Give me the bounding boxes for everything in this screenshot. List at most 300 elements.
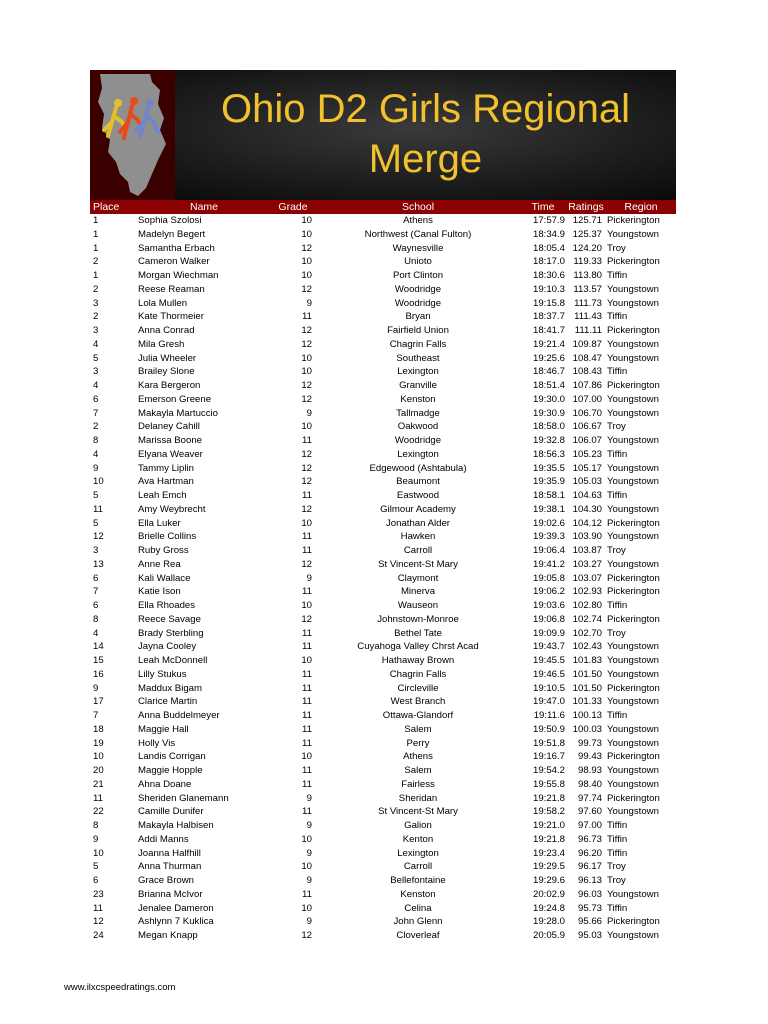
- school-cell: Beaumont: [396, 476, 440, 488]
- grade-cell: 12: [301, 325, 312, 336]
- school-cell: Salem: [404, 723, 432, 735]
- name-cell: Maggie Hopple: [138, 765, 203, 776]
- header-ratings: Ratings: [568, 201, 604, 213]
- region-cell: Youngstown: [607, 888, 659, 900]
- grade-cell: 9: [306, 847, 312, 859]
- rating-cell: 101.50: [572, 668, 602, 680]
- school-cell: Athens: [403, 751, 433, 763]
- time-cell: 19:41.2: [532, 558, 565, 570]
- region-cell: Youngstown: [607, 558, 659, 570]
- place-cell: 9: [93, 682, 99, 694]
- region-cell: Tiffin: [607, 311, 628, 323]
- rating-cell: 96.13: [577, 875, 602, 886]
- school-cell: Hathaway Brown: [381, 655, 455, 666]
- region-cell: Pickerington: [607, 916, 660, 928]
- time-cell: 18:30.6: [532, 270, 565, 281]
- place-cell: 3: [93, 545, 99, 556]
- school-cell: Northwest (Canal Fulton): [364, 228, 472, 240]
- school-cell: Galion: [404, 820, 432, 831]
- grade-cell: 11: [302, 778, 312, 790]
- time-cell: 19:06.2: [532, 586, 565, 598]
- table-row: [90, 929, 676, 943]
- grade-cell: 11: [302, 668, 312, 680]
- region-cell: Youngstown: [607, 352, 659, 364]
- table-row: [90, 874, 676, 888]
- time-cell: 19:03.6: [532, 600, 565, 611]
- table-row: [90, 860, 676, 874]
- grade-cell: 10: [301, 215, 312, 226]
- grade-cell: 12: [301, 242, 312, 254]
- table-row: [90, 805, 676, 819]
- region-cell: Troy: [607, 421, 626, 433]
- time-cell: 19:32.8: [532, 435, 565, 446]
- place-cell: 10: [93, 476, 104, 488]
- rating-cell: 113.57: [573, 283, 602, 295]
- name-cell: Cameron Walker: [138, 256, 210, 268]
- region-cell: Pickerington: [607, 517, 660, 529]
- time-cell: 19:10.3: [532, 283, 565, 295]
- name-cell: Marissa Boone: [138, 435, 202, 446]
- time-cell: 19:50.9: [532, 723, 565, 735]
- place-cell: 2: [93, 311, 99, 323]
- region-cell: Youngstown: [607, 297, 659, 309]
- grade-cell: 11: [302, 737, 312, 749]
- table-row: [90, 709, 676, 723]
- school-cell: Lexington: [397, 847, 439, 859]
- rating-cell: 106.07: [572, 435, 602, 446]
- rating-cell: 111.43: [574, 311, 602, 323]
- table-row: [90, 517, 676, 531]
- grade-cell: 12: [301, 393, 312, 405]
- table-row: [90, 544, 676, 558]
- place-cell: 3: [93, 366, 99, 378]
- region-cell: Pickerington: [607, 325, 660, 336]
- name-cell: Jenalee Dameron: [138, 902, 214, 914]
- time-cell: 18:58.1: [532, 490, 565, 501]
- time-cell: 19:58.2: [532, 806, 565, 818]
- rating-cell: 111.73: [574, 297, 602, 309]
- grade-cell: 12: [301, 448, 312, 460]
- name-cell: Sheriden Glanemann: [138, 792, 229, 804]
- grade-cell: 10: [301, 366, 312, 378]
- grade-cell: 11: [302, 586, 312, 598]
- table-row: [90, 228, 676, 242]
- grade-cell: 10: [301, 751, 312, 763]
- name-cell: Ashlynn 7 Kuklica: [138, 916, 214, 928]
- school-cell: Bethel Tate: [394, 627, 442, 639]
- table-row: [90, 462, 676, 476]
- name-cell: Emerson Greene: [138, 393, 212, 405]
- rating-cell: 111.11: [574, 325, 602, 336]
- region-cell: Youngstown: [607, 393, 659, 405]
- table-row: [90, 379, 676, 393]
- name-cell: Reece Savage: [138, 613, 201, 625]
- school-cell: Woodridge: [394, 435, 442, 446]
- time-cell: 19:35.9: [532, 476, 565, 488]
- rating-cell: 97.74: [577, 792, 602, 804]
- name-cell: Brady Sterbling: [138, 627, 204, 639]
- region-cell: Tiffin: [607, 833, 628, 845]
- table-row: [90, 434, 676, 448]
- place-cell: 7: [93, 586, 99, 598]
- school-cell: Kenton: [402, 833, 434, 845]
- table-row: [90, 792, 676, 806]
- grade-cell: 11: [302, 490, 312, 501]
- time-cell: 19:21.4: [532, 338, 565, 350]
- place-cell: 1: [93, 228, 99, 240]
- rating-cell: 124.20: [572, 242, 602, 254]
- name-cell: Maddux Bigam: [138, 682, 202, 694]
- school-cell: Hawken: [400, 531, 436, 543]
- table-row: [90, 503, 676, 517]
- table-row: [90, 530, 676, 544]
- name-cell: Joanna Halfhill: [138, 847, 201, 859]
- name-cell: Makayla Halbisen: [138, 820, 214, 831]
- rating-cell: 102.74: [572, 613, 602, 625]
- region-cell: Youngstown: [607, 462, 659, 474]
- region-cell: Tiffin: [607, 448, 628, 460]
- grade-cell: 9: [306, 916, 312, 928]
- grade-cell: 9: [306, 792, 312, 804]
- name-cell: Reese Reaman: [138, 283, 205, 295]
- table-row: [90, 599, 676, 613]
- region-cell: Youngstown: [607, 806, 659, 818]
- region-cell: Troy: [607, 861, 626, 873]
- table-row: [90, 723, 676, 737]
- time-cell: 19:30.9: [532, 407, 565, 419]
- table-row: [90, 627, 676, 641]
- name-cell: Leah Emch: [138, 490, 187, 501]
- name-cell: Kali Wallace: [138, 572, 191, 584]
- name-cell: Julia Wheeler: [138, 352, 197, 364]
- name-cell: Sophia Szolosi: [138, 215, 202, 226]
- rating-cell: 96.20: [577, 847, 602, 859]
- grade-cell: 10: [301, 270, 312, 281]
- region-cell: Youngstown: [607, 668, 659, 680]
- time-cell: 20:02.9: [532, 888, 565, 900]
- place-cell: 3: [93, 325, 99, 336]
- school-cell: Fairless: [401, 778, 435, 790]
- place-cell: 6: [93, 600, 99, 611]
- grade-cell: 9: [306, 820, 312, 831]
- school-cell: Jonathan Alder: [385, 517, 450, 529]
- name-cell: Lilly Stukus: [138, 668, 187, 680]
- place-cell: 17: [93, 696, 104, 708]
- header-grade: Grade: [278, 201, 308, 213]
- time-cell: 19:47.0: [532, 696, 565, 708]
- school-cell: Sheridan: [398, 792, 438, 804]
- school-cell: Kenston: [400, 888, 436, 900]
- name-cell: Morgan Wiechman: [138, 270, 219, 281]
- place-cell: 18: [93, 723, 104, 735]
- region-cell: Tiffin: [607, 710, 628, 721]
- place-cell: 11: [93, 792, 103, 804]
- region-cell: Pickerington: [607, 682, 660, 694]
- time-cell: 18:56.3: [532, 448, 565, 460]
- rating-cell: 108.47: [572, 352, 602, 364]
- name-cell: Grace Brown: [138, 875, 194, 886]
- school-cell: Bellefontaine: [390, 875, 446, 886]
- region-cell: Pickerington: [607, 256, 660, 268]
- name-cell: Leah McDonnell: [138, 655, 208, 666]
- grade-cell: 9: [306, 407, 312, 419]
- rating-cell: 100.03: [572, 723, 602, 735]
- school-cell: Chagrin Falls: [389, 668, 447, 680]
- name-cell: Anna Conrad: [138, 325, 195, 336]
- rating-cell: 103.87: [572, 545, 602, 556]
- region-cell: Pickerington: [607, 792, 660, 804]
- place-cell: 2: [93, 256, 99, 268]
- time-cell: 19:23.4: [532, 847, 565, 859]
- name-cell: Kate Thormeier: [138, 311, 204, 323]
- region-cell: Youngstown: [607, 930, 659, 941]
- grade-cell: 11: [302, 627, 312, 639]
- place-cell: 6: [93, 572, 99, 584]
- place-cell: 19: [93, 737, 104, 749]
- table-row: [90, 448, 676, 462]
- rating-cell: 103.27: [572, 558, 602, 570]
- grade-cell: 10: [301, 902, 312, 914]
- grade-cell: 11: [302, 311, 312, 323]
- rating-cell: 102.70: [572, 627, 602, 639]
- place-cell: 8: [93, 435, 99, 446]
- time-cell: 19:38.1: [532, 503, 565, 515]
- grade-cell: 10: [301, 861, 312, 873]
- school-cell: Salem: [404, 765, 432, 776]
- region-cell: Youngstown: [607, 696, 659, 708]
- time-cell: 19:21.0: [532, 820, 565, 831]
- region-cell: Youngstown: [607, 778, 659, 790]
- place-cell: 11: [93, 503, 103, 515]
- region-cell: Youngstown: [607, 723, 659, 735]
- table-row: [90, 558, 676, 572]
- name-cell: Megan Knapp: [138, 930, 198, 941]
- table-row: [90, 407, 676, 421]
- rating-cell: 104.63: [572, 490, 602, 501]
- time-cell: 19:10.5: [532, 682, 565, 694]
- region-cell: Pickerington: [607, 751, 660, 763]
- name-cell: Camille Dunifer: [138, 806, 204, 818]
- rating-cell: 105.23: [572, 448, 602, 460]
- school-cell: St Vincent-St Mary: [378, 558, 458, 570]
- name-cell: Addi Manns: [138, 833, 189, 845]
- name-cell: Amy Weybrecht: [138, 503, 206, 515]
- place-cell: 20: [93, 765, 104, 776]
- time-cell: 19:45.5: [532, 655, 565, 666]
- name-cell: Clarice Martin: [138, 696, 198, 708]
- table-row: [90, 269, 676, 283]
- name-cell: Lola Mullen: [138, 297, 188, 309]
- place-cell: 3: [93, 297, 99, 309]
- region-cell: Pickerington: [607, 380, 660, 391]
- region-cell: Youngstown: [607, 407, 659, 419]
- time-cell: 19:46.5: [532, 668, 565, 680]
- time-cell: 20:05.9: [532, 930, 565, 941]
- grade-cell: 11: [302, 545, 312, 556]
- time-cell: 19:11.6: [533, 710, 565, 721]
- name-cell: Delaney Cahill: [138, 421, 200, 433]
- header-name: Name: [189, 201, 218, 213]
- time-cell: 19:51.8: [532, 737, 565, 749]
- rating-cell: 99.43: [577, 751, 602, 763]
- school-cell: Unioto: [404, 256, 432, 268]
- grade-cell: 12: [301, 476, 312, 488]
- place-cell: 11: [93, 902, 103, 914]
- grade-cell: 11: [302, 710, 312, 721]
- place-cell: 5: [93, 861, 99, 873]
- grade-cell: 10: [301, 352, 312, 364]
- table-row: [90, 668, 676, 682]
- school-cell: Edgewood (Ashtabula): [369, 462, 467, 474]
- name-cell: Kara Bergeron: [138, 380, 201, 391]
- place-cell: 9: [93, 833, 99, 845]
- table-row: [90, 324, 676, 338]
- time-cell: 19:29.5: [532, 861, 565, 873]
- school-cell: Claymont: [397, 572, 439, 584]
- name-cell: Anna Buddelmeyer: [138, 710, 220, 721]
- name-cell: Tammy Liplin: [138, 462, 194, 474]
- place-cell: 6: [93, 393, 99, 405]
- rating-cell: 113.80: [573, 270, 602, 281]
- school-cell: Woodridge: [394, 283, 442, 295]
- school-cell: Gilmour Academy: [380, 503, 456, 515]
- time-cell: 19:21.8: [532, 792, 565, 804]
- grade-cell: 12: [301, 380, 312, 391]
- grade-cell: 11: [302, 641, 312, 653]
- region-cell: Youngstown: [607, 655, 659, 666]
- name-cell: Brianna McIvor: [138, 888, 203, 900]
- grade-cell: 12: [301, 558, 312, 570]
- time-cell: 19:02.6: [532, 517, 565, 529]
- table-row: [90, 214, 676, 228]
- region-cell: Troy: [607, 242, 626, 254]
- place-cell: 4: [93, 627, 99, 639]
- grade-cell: 12: [301, 338, 312, 350]
- rating-cell: 119.33: [573, 256, 602, 268]
- table-row: [90, 915, 676, 929]
- name-cell: Anne Rea: [138, 558, 181, 570]
- school-cell: Southeast: [396, 352, 440, 364]
- place-cell: 10: [93, 751, 104, 763]
- place-cell: 13: [93, 558, 104, 570]
- time-cell: 19:16.7: [532, 751, 565, 763]
- rating-cell: 101.33: [572, 696, 602, 708]
- header-time: Time: [531, 201, 555, 213]
- place-cell: 4: [93, 448, 99, 460]
- rating-cell: 109.87: [572, 338, 602, 350]
- rating-cell: 96.73: [577, 833, 602, 845]
- grade-cell: 10: [301, 228, 312, 240]
- name-cell: Anna Thurman: [138, 861, 202, 873]
- table-row: [90, 750, 676, 764]
- place-cell: 16: [93, 668, 104, 680]
- name-cell: Ella Luker: [138, 517, 181, 529]
- name-cell: Ahna Doane: [138, 778, 192, 790]
- region-cell: Youngstown: [607, 476, 659, 488]
- table-row: [90, 283, 676, 297]
- time-cell: 19:35.5: [532, 462, 565, 474]
- grade-cell: 10: [301, 421, 312, 433]
- grade-cell: 11: [302, 888, 312, 900]
- rating-cell: 106.70: [572, 407, 602, 419]
- school-cell: St Vincent-St Mary: [378, 806, 458, 818]
- grade-cell: 11: [302, 806, 312, 818]
- grade-cell: 9: [306, 297, 312, 309]
- time-cell: 18:34.9: [532, 228, 565, 240]
- school-cell: Eastwood: [396, 490, 440, 501]
- table-row: [90, 352, 676, 366]
- rating-cell: 98.40: [577, 778, 602, 790]
- time-cell: 18:51.4: [532, 380, 565, 391]
- name-cell: Brailey Slone: [138, 366, 195, 378]
- time-cell: 19:54.2: [532, 765, 565, 776]
- grade-cell: 11: [302, 723, 312, 735]
- region-cell: Troy: [607, 627, 626, 639]
- school-cell: Carroll: [403, 545, 433, 556]
- table-row: [90, 585, 676, 599]
- school-cell: Cuyahoga Valley Chrst Acad: [357, 641, 479, 653]
- region-cell: Tiffin: [607, 902, 628, 914]
- time-cell: 18:37.7: [532, 311, 565, 323]
- table-row: [90, 819, 676, 833]
- region-cell: Tiffin: [607, 847, 628, 859]
- grade-cell: 12: [301, 503, 312, 515]
- time-cell: 18:46.7: [532, 366, 565, 378]
- runners-over-state-map-icon: [90, 70, 175, 200]
- region-cell: Youngstown: [607, 641, 659, 653]
- region-cell: Youngstown: [607, 338, 659, 350]
- time-cell: 18:41.7: [532, 325, 565, 336]
- region-cell: Youngstown: [607, 228, 659, 240]
- name-cell: Mila Gresh: [138, 338, 185, 350]
- school-cell: Celina: [404, 902, 432, 914]
- grade-cell: 10: [301, 600, 312, 611]
- place-cell: 1: [93, 215, 99, 226]
- school-cell: Oakwood: [397, 421, 439, 433]
- table-row: [90, 764, 676, 778]
- school-cell: Carroll: [403, 861, 433, 873]
- table-row: [90, 310, 676, 324]
- region-cell: Tiffin: [607, 820, 628, 831]
- name-cell: Ava Hartman: [138, 476, 194, 488]
- place-cell: 1: [93, 242, 99, 254]
- table-row: [90, 297, 676, 311]
- place-cell: 12: [93, 916, 104, 928]
- grade-cell: 10: [301, 833, 312, 845]
- name-cell: Brielle Collins: [138, 531, 197, 543]
- table-row: [90, 640, 676, 654]
- region-cell: Youngstown: [607, 503, 659, 515]
- name-cell: Ruby Gross: [138, 545, 189, 556]
- rating-cell: 99.73: [577, 737, 602, 749]
- rating-cell: 104.30: [572, 503, 602, 515]
- rating-cell: 103.07: [572, 572, 602, 584]
- school-cell: Bryan: [405, 311, 431, 323]
- place-cell: 24: [93, 930, 104, 941]
- table-row: [90, 695, 676, 709]
- region-cell: Youngstown: [607, 765, 659, 776]
- time-cell: 19:05.8: [532, 572, 565, 584]
- time-cell: 19:28.0: [532, 916, 565, 928]
- rating-cell: 101.83: [572, 655, 602, 666]
- rating-cell: 103.90: [572, 531, 602, 543]
- rating-cell: 96.03: [577, 888, 602, 900]
- place-cell: 5: [93, 490, 99, 501]
- rating-cell: 105.17: [572, 462, 602, 474]
- table-row: [90, 489, 676, 503]
- table-row: [90, 613, 676, 627]
- school-cell: Tallmadge: [396, 407, 440, 419]
